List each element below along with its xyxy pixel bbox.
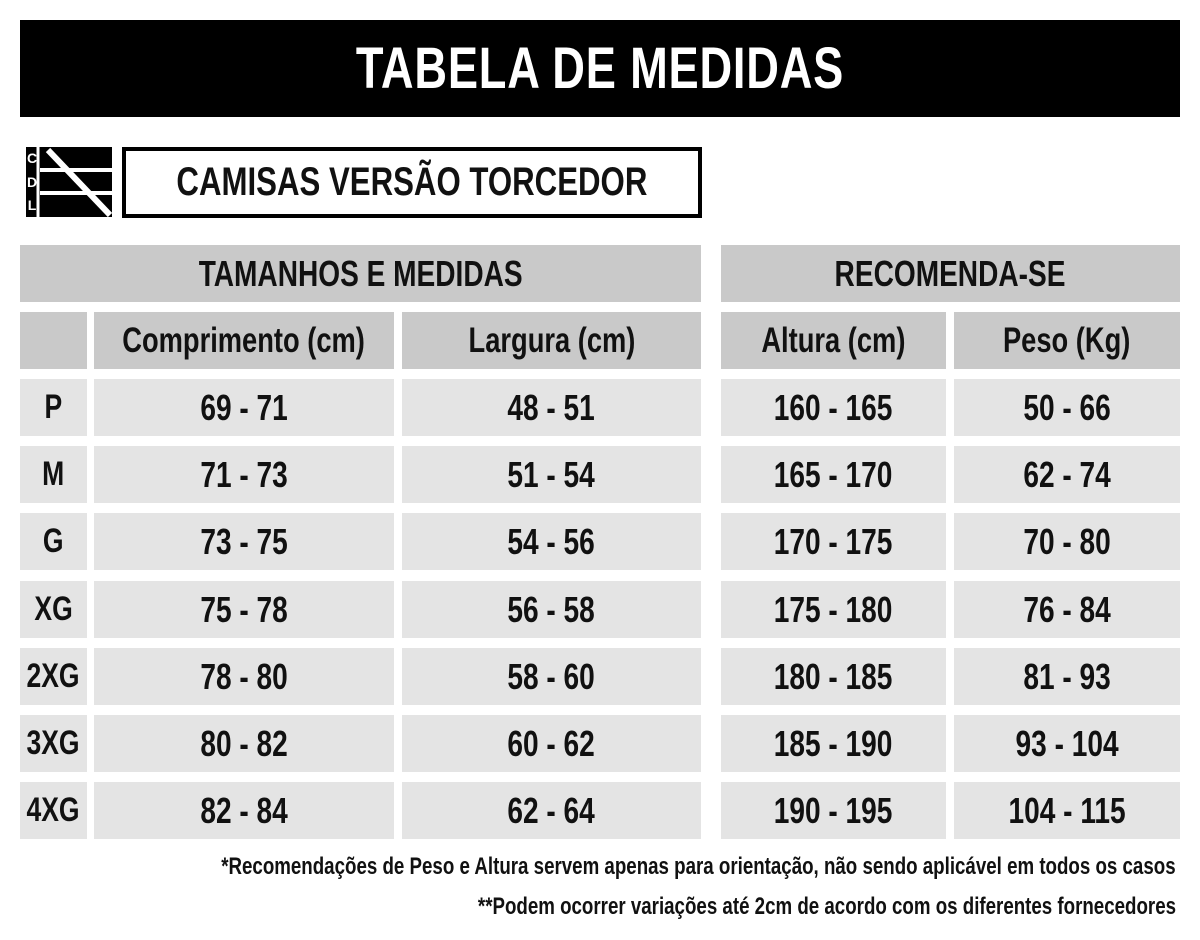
column-header-comprimento: Comprimento (cm) xyxy=(94,312,394,369)
cell-peso: 93 - 104 xyxy=(954,715,1180,772)
cell-largura: 48 - 51 xyxy=(402,379,701,436)
cell-altura: 180 - 185 xyxy=(721,648,946,705)
group-header-right: RECOMENDA-SE xyxy=(721,245,1180,302)
logo-letter-d: D xyxy=(26,174,38,190)
cell-largura: 51 - 54 xyxy=(402,446,701,503)
size-label: 3XG xyxy=(20,715,87,772)
cell-peso: 76 - 84 xyxy=(954,581,1180,638)
cell-peso: 81 - 93 xyxy=(954,648,1180,705)
cell-comprimento: 82 - 84 xyxy=(94,782,394,839)
size-label: 2XG xyxy=(20,648,87,705)
cell-altura: 175 - 180 xyxy=(721,581,946,638)
subtitle: CAMISAS VERSÃO TORCEDOR xyxy=(176,160,648,204)
cell-largura: 58 - 60 xyxy=(402,648,701,705)
size-label: M xyxy=(20,446,87,503)
cell-largura: 56 - 58 xyxy=(402,581,701,638)
cell-comprimento: 71 - 73 xyxy=(94,446,394,503)
cell-largura: 54 - 56 xyxy=(402,513,701,570)
cell-altura: 190 - 195 xyxy=(721,782,946,839)
logo-letter-l: L xyxy=(27,197,37,213)
size-label: G xyxy=(20,513,87,570)
cell-comprimento: 80 - 82 xyxy=(94,715,394,772)
size-label: 4XG xyxy=(20,782,87,839)
column-header-altura: Altura (cm) xyxy=(721,312,946,369)
cell-comprimento: 75 - 78 xyxy=(94,581,394,638)
title-bar xyxy=(20,20,1180,117)
subtitle-box xyxy=(122,147,702,218)
cell-largura: 60 - 62 xyxy=(402,715,701,772)
cell-comprimento: 78 - 80 xyxy=(94,648,394,705)
cell-peso: 62 - 74 xyxy=(954,446,1180,503)
cell-altura: 160 - 165 xyxy=(721,379,946,436)
cell-altura: 170 - 175 xyxy=(721,513,946,570)
cell-peso: 104 - 115 xyxy=(954,782,1180,839)
cell-peso: 70 - 80 xyxy=(954,513,1180,570)
size-label: XG xyxy=(20,581,87,638)
cell-peso: 50 - 66 xyxy=(954,379,1180,436)
group-header-left: TAMANHOS E MEDIDAS xyxy=(20,245,701,302)
note-1: *Recomendações de Peso e Altura servem apenas para orientação, não sendo aplicável em todos os casos xyxy=(221,853,1176,880)
column-header-largura: Largura (cm) xyxy=(402,312,701,369)
cdl-logo xyxy=(26,147,112,217)
note-2: **Podem ocorrer variações até 2cm de acordo com os diferentes fornecedores xyxy=(477,893,1176,920)
cell-comprimento: 73 - 75 xyxy=(94,513,394,570)
size-label: P xyxy=(20,379,87,436)
cell-comprimento: 69 - 71 xyxy=(94,379,394,436)
cell-altura: 185 - 190 xyxy=(721,715,946,772)
cell-altura: 165 - 170 xyxy=(721,446,946,503)
logo-letter-c: C xyxy=(26,150,38,166)
column-header-peso: Peso (Kg) xyxy=(954,312,1180,369)
page-title: TABELA DE MEDIDAS xyxy=(355,36,845,101)
column-header-size xyxy=(20,312,87,369)
cell-largura: 62 - 64 xyxy=(402,782,701,839)
